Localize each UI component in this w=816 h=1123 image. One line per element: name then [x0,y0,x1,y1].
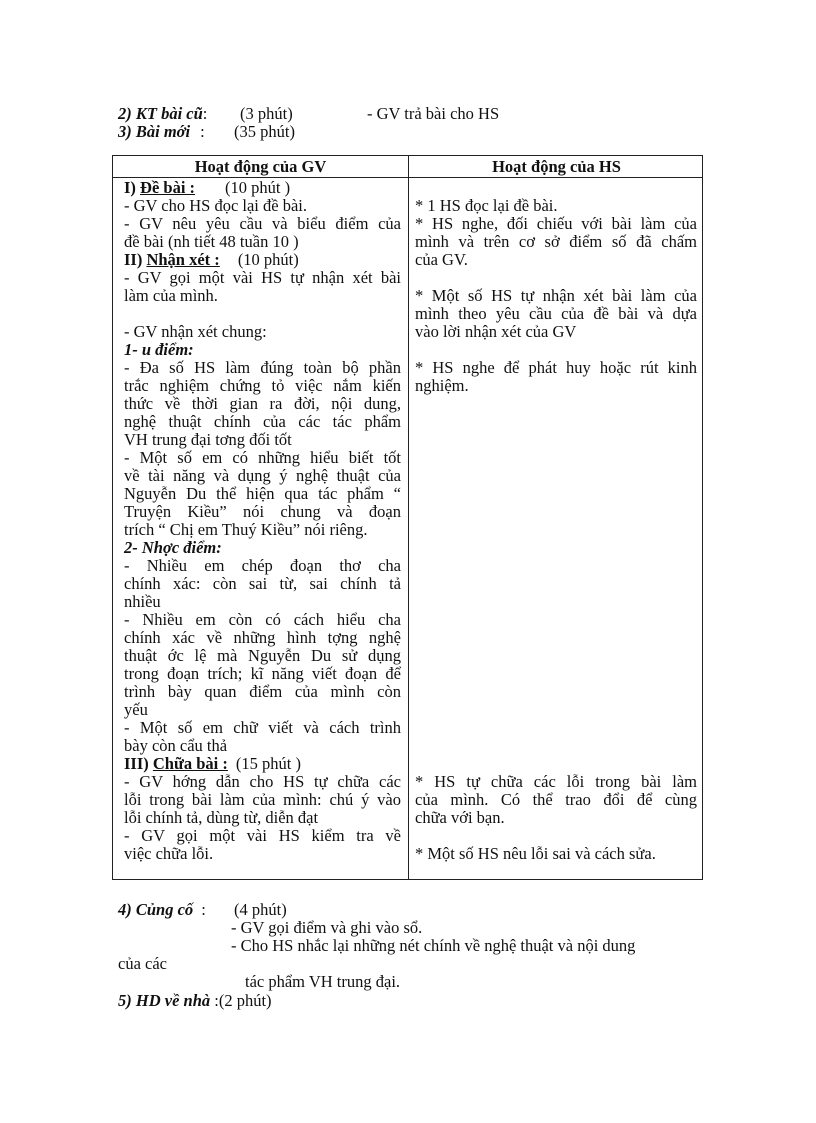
kt-bai-cu-note: - GV trả bài cho HS [367,104,500,123]
cung-co-line: - GV gọi điểm và ghi vào sổ. [231,918,423,937]
subheading-uu-diem: 1- u điểm: [124,340,194,359]
cung-co-line: của các [118,954,167,973]
gv-column [124,179,401,863]
gv-line: - Một số em chữ viết và cách trình [124,719,401,737]
gv-line: trong đoạn trích; kĩ năng viết đoạn để [124,665,401,683]
header-gv: Hoạt động của GV [194,157,327,176]
bai-moi-colon: : [200,122,205,141]
gv-line: nghệ thuật chính của các tác phẩm [124,413,401,431]
section-de-bai: I) Đề bài : (10 phút ) [124,178,291,197]
gv-line: - GV nhận xét chung: [124,322,267,341]
gv-line: trắc nghiệm chứng tỏ việc nắm kiến [124,377,401,395]
hs-line: mình theo yêu cầu của đề bài và dựa [415,305,697,323]
hs-line: của mình. Có thể trao đổi để cùng [415,791,697,809]
hs-line: * HS tự chữa các lỗi trong bài làm [415,773,697,791]
gv-line: làm của mình. [124,286,218,305]
gv-line: chính xác: còn sai từ, sai chính tả [124,575,401,593]
kt-bai-cu-label: 2) KT bài cũ [118,104,203,123]
gv-line: lỗi chính tả, dùng từ, diễn đạt [124,808,319,827]
gv-line: - GV cho HS đọc lại đề bài. [124,196,307,215]
column-divider [408,156,409,879]
gv-line: thức về thời gian ra đời, nội dung, [124,395,401,413]
gv-line: yếu [124,700,148,719]
section-chua-bai: III) Chữa bài : (15 phút ) [124,754,301,773]
hs-line: * 1 HS đọc lại đề bài. [415,196,558,215]
gv-line: Truyện Kiều” nói chung và đoạn [124,503,401,521]
hs-column-block-2 [415,773,697,863]
kt-bai-cu-colon: : [202,104,208,123]
header-hs: Hoạt động của HS [492,157,621,176]
gv-line: VH trung đại tơng đối tốt [124,430,292,449]
gv-line: - GV hớng dẫn cho HS tự chữa các [124,773,401,791]
activity-table [112,155,703,880]
chua-bai-time: (15 phút ) [235,754,301,773]
cung-co-time: (4 phút) [234,900,287,919]
hs-line: chữa với bạn. [415,808,505,827]
hs-line: của GV. [415,250,468,269]
section-heading-cung-co [118,901,206,919]
hd-ve-nha-time: :(2 phút) [214,991,272,1010]
gv-line: - Đa số HS làm đúng toàn bộ phần [124,359,401,377]
gv-line: lỗi trong bài làm của mình: chú ý vào [124,791,401,809]
section-heading-kt-bai-cu [118,105,207,123]
cung-co-colon: : [201,900,206,919]
subheading-nhuoc-diem: 2- Nhợc điểm: [124,538,222,557]
kt-bai-cu-time: (3 phút) [240,104,293,123]
gv-line: nhiều [124,592,161,611]
hs-line: * HS nghe để phát huy hoặc rút kinh [415,359,697,377]
gv-line: bày còn cẩu thả [124,736,228,755]
section-nhan-xet: II) Nhận xét : (10 phút) [124,250,299,269]
hs-line: * Một số HS tự nhận xét bài làm của [415,287,697,305]
cung-co-line: - Cho HS nhắc lại những nét chính về nghệ thuật và nội dung [231,936,636,955]
gv-line: - GV gọi một vài HS kiểm tra về [124,827,401,845]
cung-co-line: tác phẩm VH trung đại. [245,972,401,991]
hd-ve-nha-label: 5) HD về nhà [118,991,211,1010]
gv-line: trình bày quan điểm của mình còn [124,683,401,701]
gv-line: đề bài (nh tiết 48 tuần 10 ) [124,232,299,251]
gv-line: chính xác về những hình tợng nghệ [124,629,401,647]
hs-line: mình và trên cơ sở điểm số đã chấm [415,233,697,251]
bai-moi-time: (35 phút) [234,122,295,141]
de-bai-title: Đề bài : [140,178,196,197]
nhan-xet-title: Nhận xét : [146,250,220,269]
gv-line: thuật ớc lệ mà Nguyễn Du sử dụng [124,647,401,665]
cung-co-label: 4) Củng cố [118,900,194,919]
gv-line: - GV gọi một vài HS tự nhận xét bài [124,269,401,287]
gv-line: - Nhiều em chép đoạn thơ cha [124,557,401,575]
header-divider [113,177,702,178]
gv-line: Nguyễn Du thể hiện qua tác phẩm “ [124,485,401,503]
section-heading-bai-moi [118,123,205,141]
hs-line: vào lời nhận xét của GV [415,322,577,341]
section-heading-hd-ve-nha [118,992,272,1010]
gv-line: - Nhiều em còn có cách hiểu cha [124,611,401,629]
gv-line: - Một số em có những hiểu biết tốt [124,449,401,467]
hs-line: nghiệm. [415,376,469,395]
de-bai-time: (10 phút ) [225,178,291,197]
gv-line: về tài năng và dụng ý nghệ thuật của [124,467,401,485]
gv-line: - GV nêu yêu cầu và biểu điểm của [124,215,401,233]
bai-moi-label: 3) Bài mới [118,122,191,141]
hs-line: * Một số HS nêu lỗi sai và cách sửa. [415,844,656,863]
gv-line: việc chữa lỗi. [124,844,214,863]
gv-line: trích “ Chị em Thuý Kiều” nói riêng. [124,520,368,539]
hs-line: * HS nghe, đối chiếu với bài làm của [415,215,697,233]
chua-bai-title: Chữa bài : [152,754,228,773]
hs-column-block-1 [415,197,697,395]
nhan-xet-time: (10 phút) [237,250,299,269]
